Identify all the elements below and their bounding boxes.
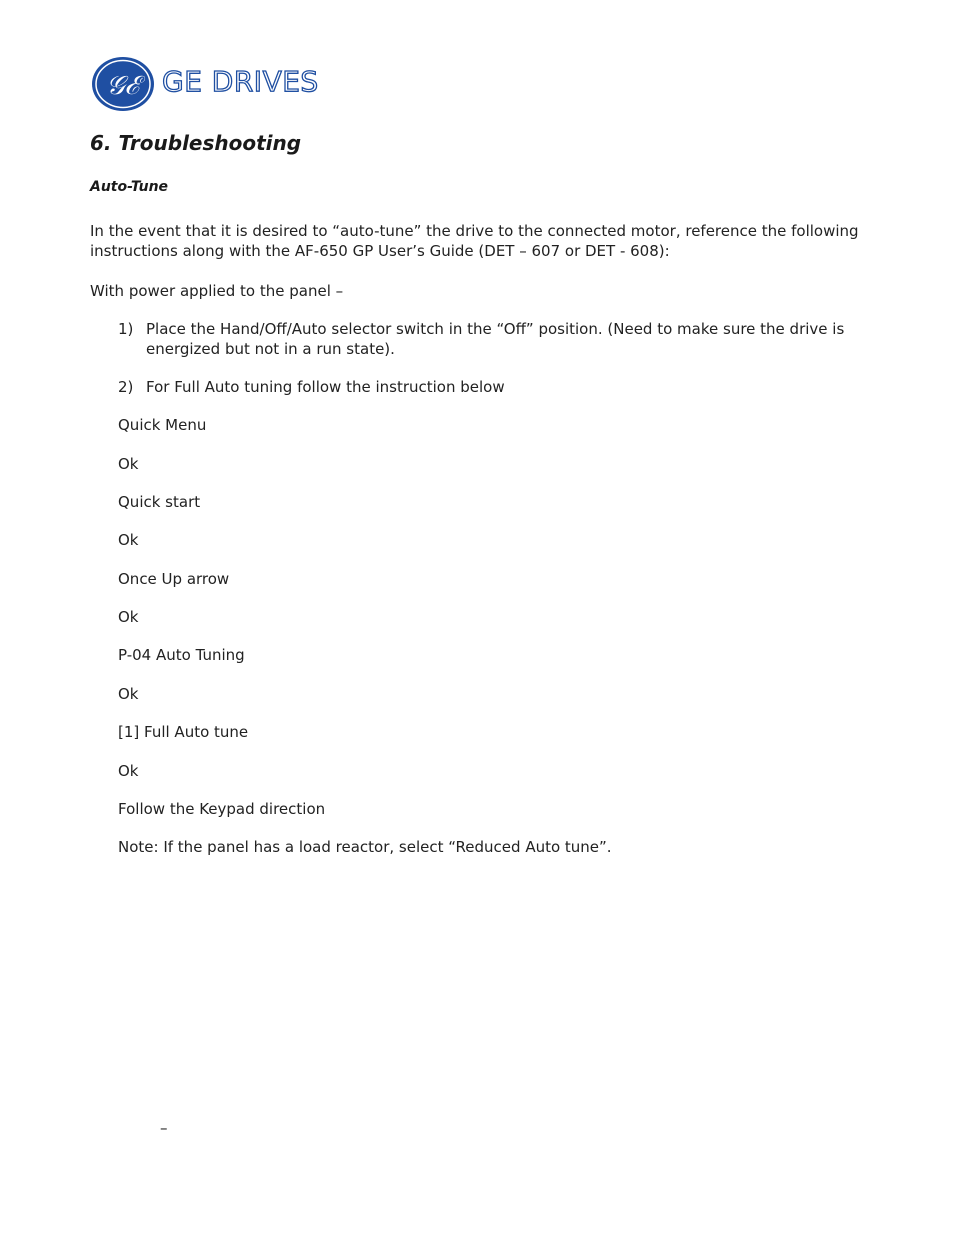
- intro-paragraph: In the event that it is desired to “auto-tune” the drive to the connected motor, reference the following instructions along with the AF-650 GP User’s Guide (DET – 607 or DET - 608):: [90, 222, 859, 260]
- step-line: Ok: [118, 608, 139, 626]
- step-line: P-04 Auto Tuning: [118, 646, 245, 664]
- step-line: Follow the Keypad direction: [118, 800, 326, 818]
- step-line: Ok: [118, 531, 139, 549]
- note-line: Note: If the panel has a load reactor, select “Reduced Auto tune”.: [118, 838, 612, 856]
- section-title: 6. Troubleshooting: [90, 131, 302, 155]
- step-line: Quick Menu: [118, 416, 207, 434]
- list-text: For Full Auto tuning follow the instruction below: [146, 378, 505, 396]
- logo-wordmark: GE DRIVES: [162, 65, 319, 98]
- section-subtitle: Auto-Tune: [90, 179, 169, 195]
- list-text: Place the Hand/Off/Auto selector switch in the “Off” position. (Need to make sure the drive is energized but not in a run state).: [146, 320, 845, 358]
- step-line: Ok: [118, 685, 139, 703]
- step-line: Ok: [118, 455, 139, 473]
- footer-dash: –: [160, 1119, 168, 1137]
- step-line: Ok: [118, 762, 139, 780]
- step-line: [1] Full Auto tune: [118, 723, 249, 741]
- step-line: Quick start: [118, 493, 201, 511]
- power-paragraph: With power applied to the panel –: [90, 282, 344, 300]
- step-line: Once Up arrow: [118, 570, 230, 588]
- ge-monogram-icon: [91, 56, 155, 112]
- svg-text:𝒢ℰ: 𝒢ℰ: [106, 71, 140, 101]
- ge-drives-logo: [91, 56, 321, 112]
- list-number: 1): [118, 320, 134, 338]
- list-number: 2): [118, 378, 134, 396]
